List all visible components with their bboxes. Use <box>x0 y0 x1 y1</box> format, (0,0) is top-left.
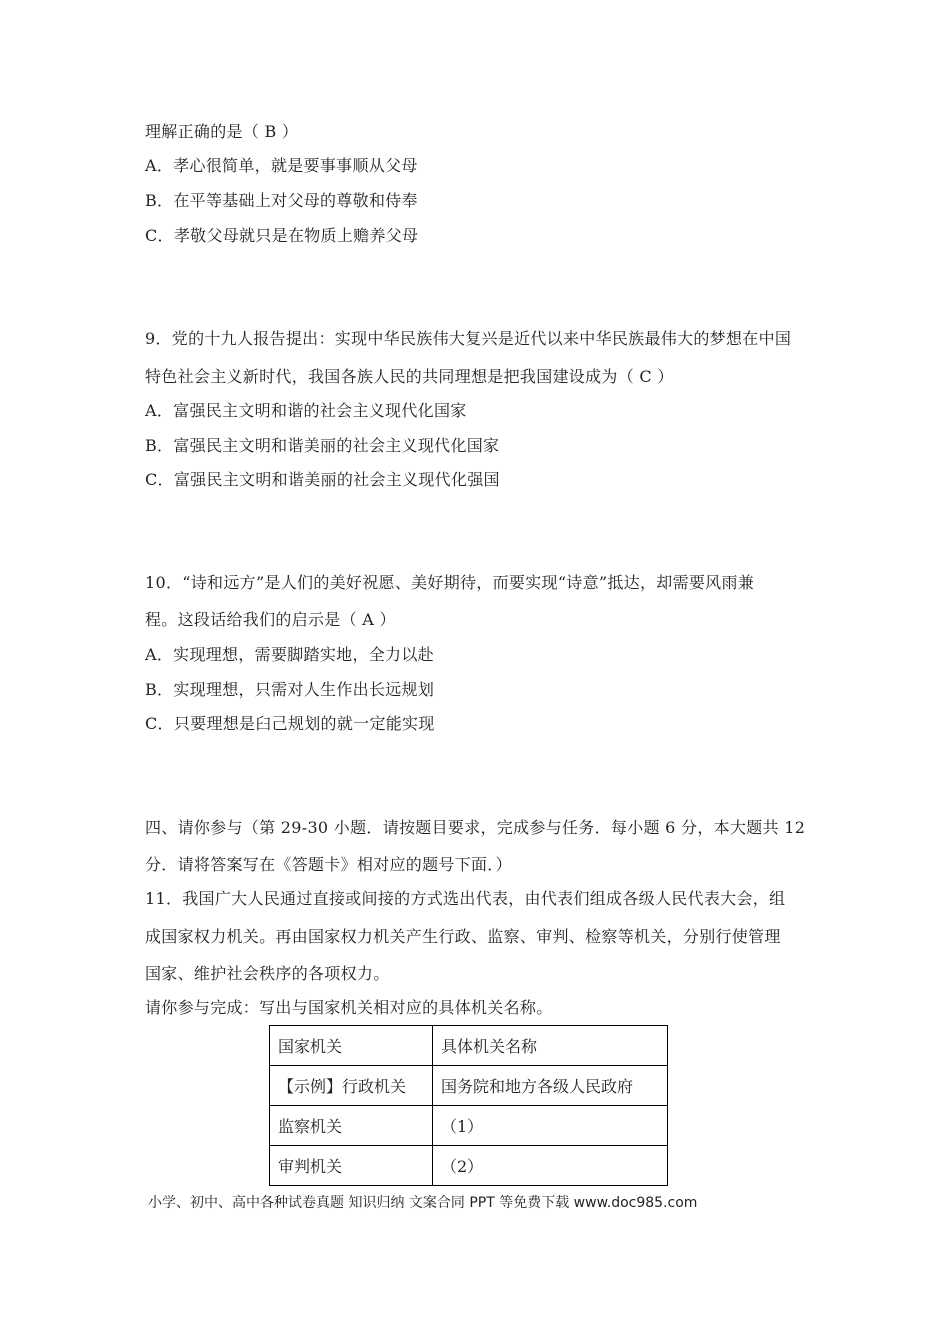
table-row <box>270 1066 668 1106</box>
q11-stem-line1: 11．我国广大人民通过直接或间接的方式选出代表，由代表们组成各级人民代表大会，组 <box>145 889 786 908</box>
section4-heading-line2: 分．请将答案写在《答题卡》相对应的题号下面．） <box>145 855 512 874</box>
table-cell: 国务院和地方各级人民政府 <box>433 1066 668 1106</box>
table-header-cell: 国家机关 <box>270 1026 433 1066</box>
table-cell: 审判机关 <box>270 1146 433 1186</box>
table-row <box>270 1106 668 1146</box>
page-footer: 小学、初中、高中各种试卷真题 知识归纳 文案合同 PPT 等免费下载 www.doc985.com <box>148 1195 698 1211</box>
q8-option-b: B．在平等基础上对父母的尊敬和侍奉 <box>145 191 418 210</box>
table-header-row <box>270 1026 668 1066</box>
q8-option-c: C．孝敬父母就只是在物质上赡养父母 <box>145 226 419 245</box>
q10-stem-line2: 程。这段话给我们的启示是（ A ） <box>145 610 396 629</box>
q10-option-c: C．只要理想是臼己规划的就一定能实现 <box>145 714 435 733</box>
q11-stem-line2: 成国家权力机关。再由国家权力机关产生行政、监察、审判、检察等机关，分别行使管理 <box>145 927 781 946</box>
table-cell: （1） <box>433 1106 668 1146</box>
q9-option-b: B．富强民主文明和谐美丽的社会主义现代化国家 <box>145 436 500 455</box>
q9-option-a: A．富强民主文明和谐的社会主义现代化国家 <box>145 401 467 420</box>
table-header-cell: 具体机关名称 <box>433 1026 668 1066</box>
table-cell: 监察机关 <box>270 1106 433 1146</box>
q8-stem-tail: 理解正确的是（ B ） <box>145 122 299 141</box>
q10-stem-line1: 10．“诗和远方”是人们的美好祝愿、美好期待，而要实现“诗意”抵达，却需要风雨兼 <box>145 573 755 592</box>
organs-table <box>269 1025 668 1186</box>
q9-stem-line2: 特色社会主义新时代，我国各族人民的共同理想是把我国建设成为（ C ） <box>145 367 674 386</box>
q9-option-c: C．富强民主文明和谐美丽的社会主义现代化强国 <box>145 470 500 489</box>
q9-stem-line1: 9．党的十九人报告提出：实现中华民族伟大复兴是近代以来中华民族最伟大的梦想在中国 <box>145 329 792 348</box>
q10-option-a: A．实现理想，需要脚踏实地，全力以赴 <box>145 645 434 664</box>
table-row <box>270 1146 668 1186</box>
q11-stem-line3: 国家、维护社会秩序的各项权力。 <box>145 964 390 983</box>
table-cell: （2） <box>433 1146 668 1186</box>
q11-instruction: 请你参与完成：写出与国家机关相对应的具体机关名称。 <box>145 998 553 1017</box>
q10-option-b: B．实现理想，只需对人生作出长远规划 <box>145 680 435 699</box>
table-cell: 【示例】行政机关 <box>270 1066 433 1106</box>
section4-heading-line1: 四、请你参与（第 29-30 小题．请按题目要求，完成参与任务．每小题 6 分，本大题共 12 <box>145 818 806 837</box>
q8-option-a: A．孝心很简单，就是要事事顺从父母 <box>145 156 418 175</box>
